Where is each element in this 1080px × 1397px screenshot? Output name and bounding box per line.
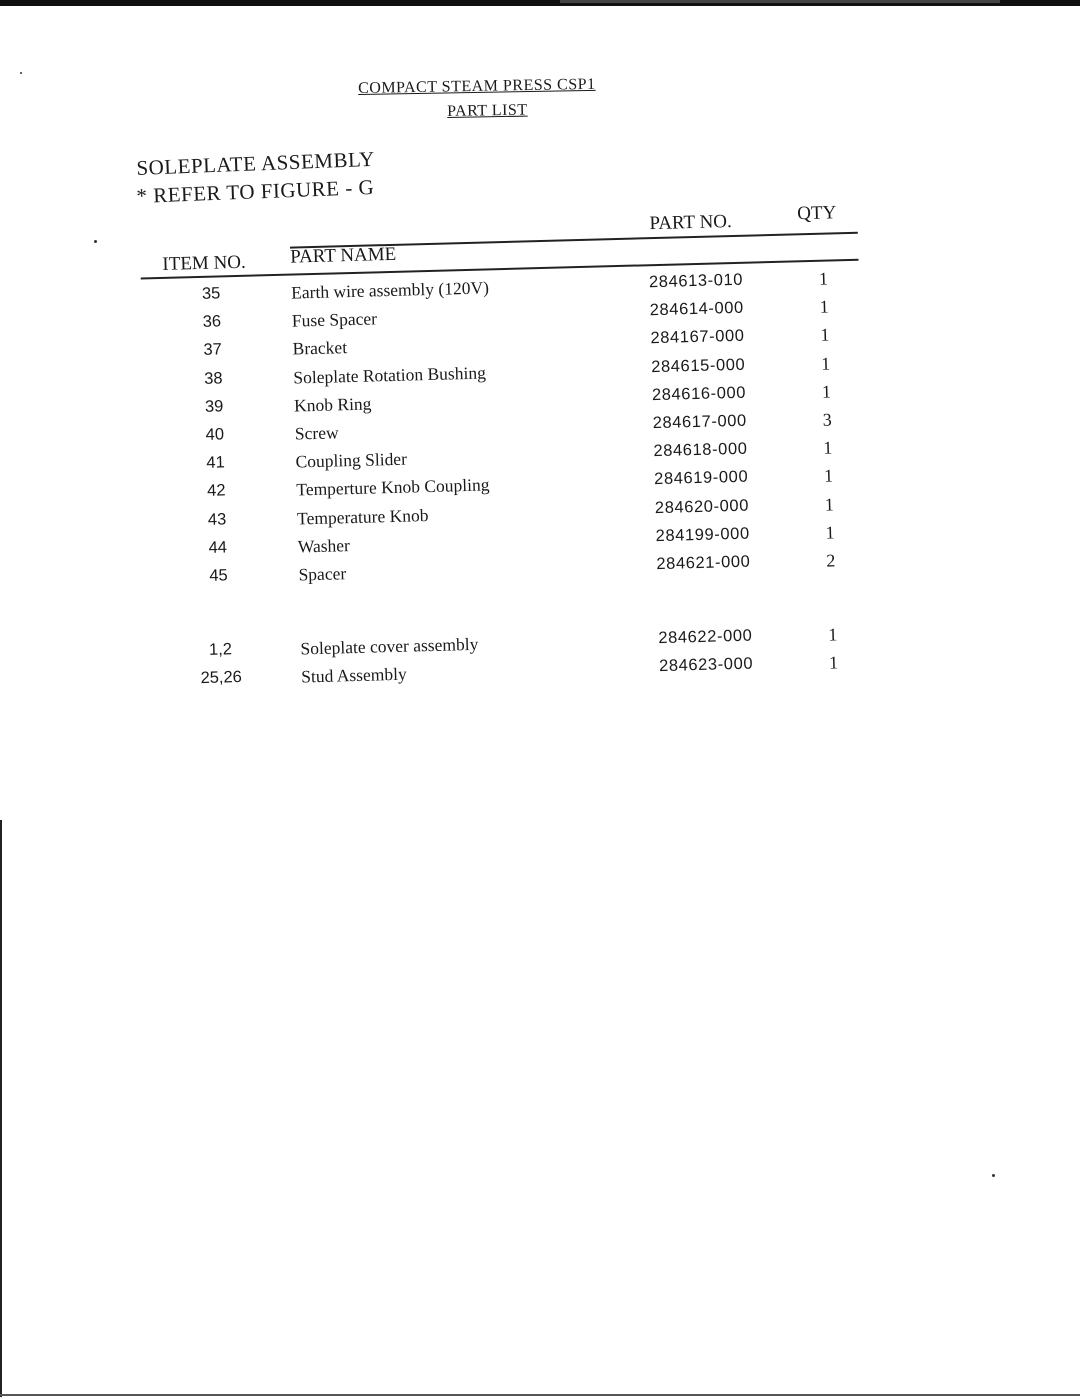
quantity: 2 <box>826 550 836 571</box>
quantity: 1 <box>819 296 829 317</box>
quantity: 1 <box>820 324 830 346</box>
column-header-part-no: PART NO. <box>649 211 733 235</box>
part-number: 284617-000 <box>652 411 747 433</box>
part-name: Temperture Knob Coupling <box>296 474 490 500</box>
quantity: 1 <box>821 381 832 402</box>
part-number: 284199-000 <box>655 524 750 545</box>
quantity: 1 <box>823 437 833 458</box>
item-number: 44 <box>208 538 228 557</box>
part-number: 284619-000 <box>653 468 749 489</box>
quantity: 1 <box>828 624 838 645</box>
quantity: 1 <box>824 494 835 515</box>
item-number: 43 <box>207 509 227 529</box>
section-title: SOLEPLATE ASSEMBLY <box>136 146 376 180</box>
item-number: 36 <box>202 312 222 332</box>
item-number: 39 <box>204 397 224 416</box>
part-number: 284620-000 <box>654 496 750 517</box>
part-number: 284618-000 <box>653 439 748 461</box>
part-name: Temperature Knob <box>296 504 429 529</box>
part-name: Coupling Slider <box>295 448 408 472</box>
part-number: 284614-000 <box>649 298 745 320</box>
column-header-qty: QTY <box>796 202 837 225</box>
part-name: Soleplate cover assembly <box>300 633 479 659</box>
quantity: 1 <box>818 268 829 289</box>
part-number: 284167-000 <box>650 327 745 348</box>
item-number: 45 <box>209 566 228 585</box>
scan-speck <box>992 1174 995 1177</box>
quantity: 1 <box>823 465 834 487</box>
part-name: Washer <box>297 534 351 557</box>
part-name: Soleplate Rotation Bushing <box>293 362 487 388</box>
item-number: 1,2 <box>208 640 233 660</box>
part-name: Spacer <box>298 563 347 585</box>
part-number: 284613-010 <box>648 270 744 292</box>
quantity: 1 <box>825 522 835 543</box>
part-name: Bracket <box>292 337 348 359</box>
part-name: Knob Ring <box>293 393 372 416</box>
part-name: Fuse Spacer <box>291 308 378 331</box>
item-number: 37 <box>203 340 223 360</box>
item-number: 40 <box>205 425 225 444</box>
column-header-item-no: ITEM NO. <box>162 251 247 275</box>
quantity: 3 <box>822 409 832 430</box>
document-title: COMPACT STEAM PRESS CSP1 <box>358 75 596 97</box>
item-number: 41 <box>206 453 225 473</box>
part-name: Screw <box>294 422 339 444</box>
part-number: 284616-000 <box>651 383 747 404</box>
scan-edge-left <box>0 820 2 1397</box>
part-number: 284623-000 <box>658 655 754 676</box>
quantity: 1 <box>828 652 839 674</box>
part-number: 284615-000 <box>650 355 746 376</box>
part-name: Earth wire assembly (120V) <box>290 277 490 303</box>
item-number: 42 <box>206 481 226 501</box>
scan-edge-bottom <box>0 1394 1080 1396</box>
header-bottom-rule <box>141 259 859 279</box>
quantity: 1 <box>820 353 831 374</box>
item-number: 38 <box>203 369 223 388</box>
column-header-part-name: PART NAME <box>289 243 397 268</box>
item-number: 35 <box>201 284 221 303</box>
figure-reference: * REFER TO FIGURE - G <box>136 174 375 208</box>
document-subtitle: PART LIST <box>447 101 528 120</box>
part-name: Stud Assembly <box>300 664 407 687</box>
part-number: 284621-000 <box>656 552 751 574</box>
item-number: 25,26 <box>200 668 243 688</box>
part-number: 284622-000 <box>658 626 753 648</box>
